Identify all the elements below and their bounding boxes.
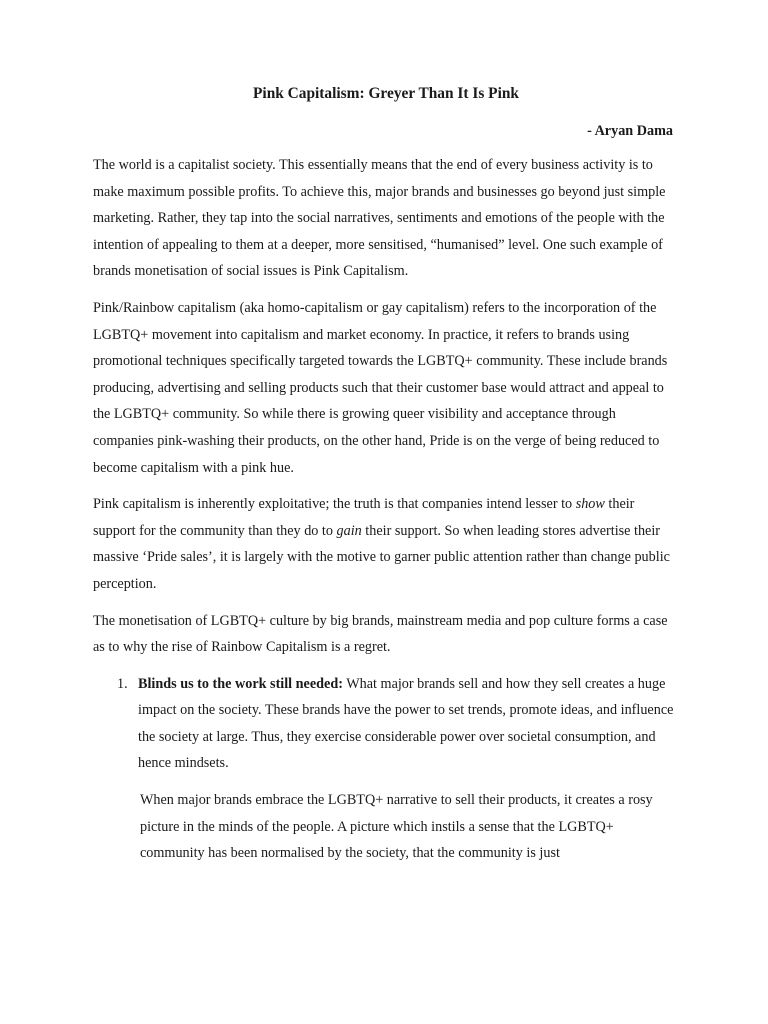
paragraph-2: Pink/Rainbow capitalism (aka homo-capitalism or gay capitalism) refers to the incorporation of the LGBTQ+ movement into capitalism and market economy. In practice, it refers to brands using promotional techniques specifically targeted towards the LGBTQ+ community. These include brands producing, advertising and selling products such that their customer base would attract and appeal to the LGBTQ+ community. So while there is growing queer visibility and acceptance through companies pink-washing their products, on the other hand, Pride is on the verge of being reduced to become capitalism with a pink hue. [93, 299, 668, 476]
list-item-heading: Blinds us to the work still needed: [138, 675, 343, 692]
list-item [93, 671, 675, 777]
list-sub-paragraph: When major brands embrace the LGBTQ+ narrative to sell their products, it creates a rosy picture in the minds of the people. A picture which instils a sense that the LGBTQ+ community has been normalised by the society, that the community is just [140, 792, 653, 862]
author-byline: - Aryan Dama [587, 123, 673, 139]
paragraph-3-text-a: Pink capitalism is inherently exploitative; the truth is that companies intend lesser to [93, 496, 576, 513]
emphasis-show: show [575, 496, 605, 513]
paragraph-3-text-b: their support for the community than they do to [93, 496, 635, 539]
paragraph-3 [93, 491, 675, 597]
paragraph-4: The monetisation of LGBTQ+ culture by big brands, mainstream media and pop culture forms a case as to why the rise of Rainbow Capitalism is a regret. [93, 612, 668, 656]
emphasis-gain: gain [336, 522, 362, 539]
numbered-list [93, 671, 675, 777]
document-title: Pink Capitalism: Greyer Than It Is Pink [253, 85, 519, 102]
list-item-text: What major brands sell and how they sell creates a huge impact on the society. These brands have the power to set trends, promote ideas, and influence the society at large. Thus, they exercise considerable power over societal consumption, and hence mindsets. [138, 675, 674, 772]
list-number: 1. [117, 675, 128, 692]
paragraph-3-text-c: their support. So when leading stores advertise their massive ‘Pride sales’, it is largely with the motive to garner public attention rather than change public perception. [93, 522, 670, 592]
paragraph-1: The world is a capitalist society. This essentially means that the end of every business activity is to make maximum possible profits. To achieve this, major brands and businesses go beyond just simple marketing. Rather, they tap into the social narratives, sentiments and emotions of the people with the intention of appealing to them at a deeper, more sensitised, “humanised” level. One such example of brands monetisation of social issues is Pink Capitalism. [93, 157, 666, 280]
